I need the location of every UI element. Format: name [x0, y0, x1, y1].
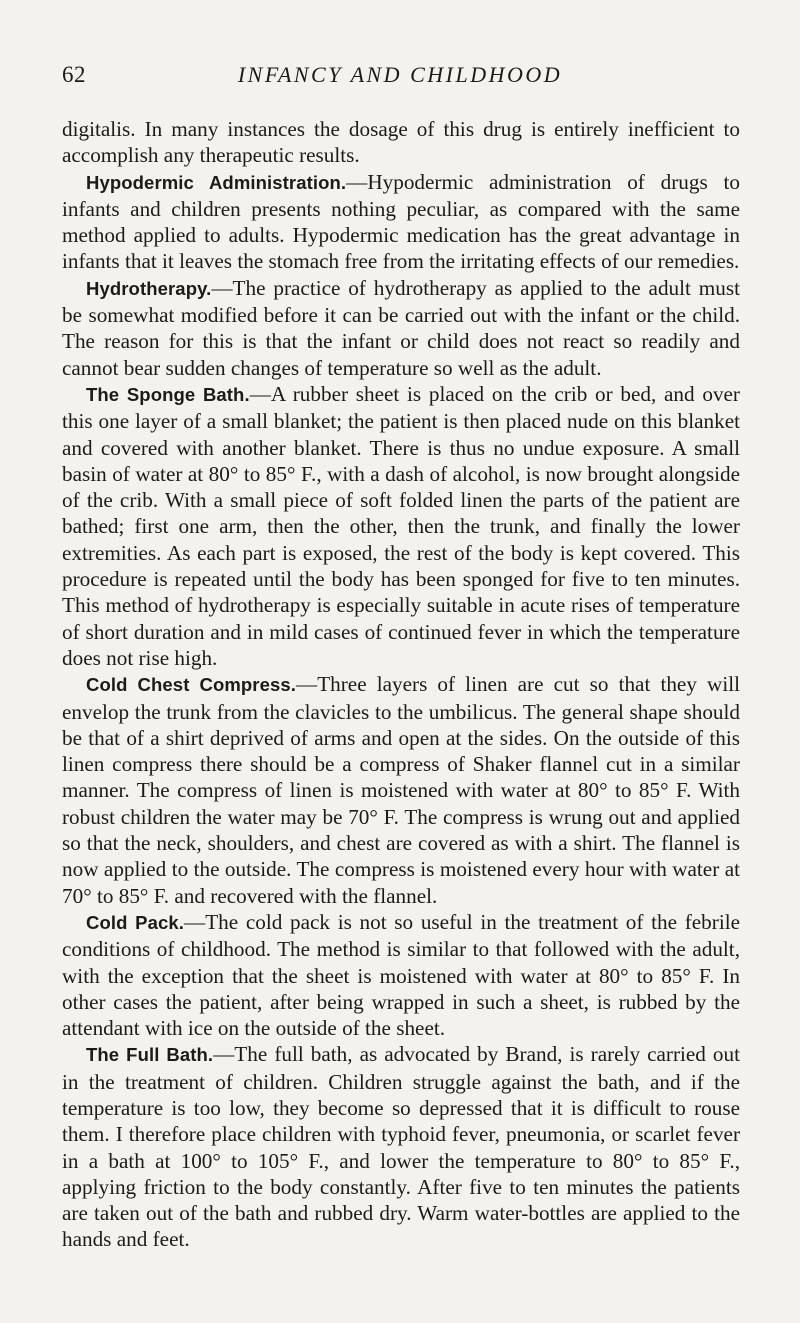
section-heading: Cold Chest Compress. [86, 674, 297, 696]
paragraph-continuation [62, 116, 740, 169]
paragraph-text: —The practice of hydrotherapy as applied to the adult must be somewhat modified before it can be carried out with the infant or the child. The reason for this is that the infant or child does not react so readily and cannot bear sudden changes of temperature so well as the adult. [62, 275, 740, 380]
section-heading: Hypodermic Administration. [86, 171, 347, 193]
section-heading: Cold Pack. [86, 911, 184, 933]
paragraph-sponge-bath [62, 381, 740, 671]
paragraph-text: —The full bath, as advocated by Brand, is rarely carried out in the treatment of children. Children struggle against the bath, and if the temperature is too low, they become so depressed that it is difficult to rouse them. I therefore place children with typhoid fever, pneumonia, or scarlet fever in a bath at 100° to 105° F., and lower the temperature to 80° to 85° F., applying friction to the body constantly. After five to ten minutes the patients are taken out of the bath and rubbed dry. Warm water-bottles are applied to the hands and feet. [62, 1042, 740, 1252]
paragraph-cold-pack [62, 909, 740, 1041]
paragraph-text: —Three layers of linen are cut so that they will envelop the trunk from the clavicles to the umbilicus. The general shape should be that of a shirt deprived of arms and open at the sides. On the outside of this linen compress there should be a compress of Shaker flannel cut in a similar manner. The compress of linen is moistened with water at 80° to 85° F. With robust children the water may be 70° F. The compress is wrung out and applied so that the neck, shoulders, and chest are covered as with a shirt. The flannel is now applied to the outside. The compress is moistened every hour with water at 70° to 85° F. and recovered with the flannel. [62, 672, 740, 908]
page-header [62, 62, 738, 96]
running-title: INFANCY AND CHILDHOOD [237, 62, 563, 87]
paragraph-cold-chest-compress [62, 671, 740, 909]
paragraph-hydrotherapy [62, 275, 740, 381]
section-heading: Hydrotherapy. [86, 277, 212, 299]
page-number: 62 [62, 62, 86, 87]
section-heading: The Full Bath. [86, 1044, 214, 1066]
paragraph-text: —A rubber sheet is placed on the crib or bed, and over this one layer of a small blanket; the patient is then placed nude on this blanket and covered with another blanket. There is thus no undue exposure. A small basin of water at 80° to 85° F., with a dash of alcohol, is now brought alongside of the crib. With a small piece of soft folded linen the parts of the patient are bathed; first one arm, then the other, then the trunk, and finally the lower extremities. As each part is exposed, the rest of the body is kept covered. This procedure is repeated until the body has been sponged for five to ten minutes. This method of hydrotherapy is especially suitable in acute rises of temperature of short duration and in mild cases of continued fever in which the temperature does not rise high. [62, 381, 740, 670]
paragraph-hypodermic [62, 169, 740, 275]
paragraph-text: —The cold pack is not so useful in the treatment of the febrile conditions of childhood. The method is similar to that followed with the adult, with the exception that the sheet is moistened with water at 80° to 85° F. In other cases the patient, after being wrapped in such a sheet, is rubbed by the attendant with ice on the outside of the sheet. [62, 909, 740, 1041]
paragraph-text: digitalis. In many instances the dosage of this drug is entirely inefficient to accomplish any therapeutic results. [62, 117, 740, 168]
paragraph-text: —Hypodermic administration of drugs to infants and children presents nothing peculiar, as compared with the same method applied to adults. Hypodermic medication has the great advantage in infants that it leaves the stomach free from the irritating effects of our remedies. [62, 169, 741, 274]
paragraph-full-bath [62, 1041, 740, 1252]
body-text [62, 116, 740, 1253]
section-heading: The Sponge Bath. [86, 383, 250, 405]
